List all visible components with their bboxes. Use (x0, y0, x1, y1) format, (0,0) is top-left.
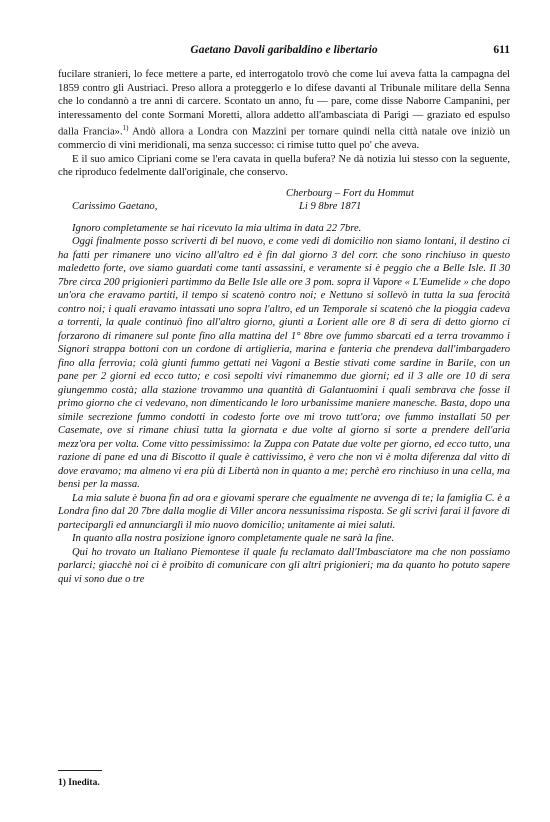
letter-paragraph: Qui ho trovato un Italiano Piemontese il quale fu reclamato dall'Imbasciatore ma che non possiamo parlarci; giacchè noi ci è proibito di comunicare con gli altri prigionieri; ma da quanto ho potuto sapere qui vi sono due o tre (58, 546, 510, 585)
footnote-divider (58, 770, 102, 771)
footnote-text: Inedita. (68, 778, 100, 788)
letter-paragraph: In quanto alla nostra posizione ignoro completamente quale ne sarà la fine. (72, 533, 395, 545)
page-number: 611 (493, 44, 510, 56)
paragraph-1-text: fucilare stranieri, lo fece mettere a parte, ed interrogatolo trovò che come lui aveva fatta la campagna del 1859 contro gli Austriaci. Preso allora a proteggerlo e lo difese davanti al Tribunale militare della Senna che lo condannò a tre anni di carcere. Scontato un anno, fu — pare, come disse Naborre Campanini, per interessamento del conte Sormani Moretti, allora addetto all'ambasciata di Parigi — graziato ed espulso dalla Francia». (58, 69, 510, 138)
body-text (58, 68, 510, 180)
letter-paragraph: Ignoro completamente se hai ricevuto la mia ultima in data 22 7bre. (72, 222, 362, 234)
footnote (58, 778, 100, 788)
paragraph-2: E il suo amico Cipriani come se l'era cavata in quella bufera? Ne dà notizia lui stesso con la seguente, che riproduco fedelmente dall'originale, che conservo. (58, 153, 510, 179)
letter-salutation: Carissimo Gaetano, (72, 201, 158, 213)
footnote-reference: 1) (122, 124, 129, 132)
footnote-marker: 1) (58, 778, 66, 788)
letter-date: Li 9 8bre 1871 (299, 201, 362, 213)
running-title: Gaetano Davoli garibaldino e libertario (190, 44, 378, 56)
letter-dateline (58, 187, 510, 214)
paragraph-1 (58, 68, 510, 153)
page-header (58, 44, 510, 64)
letter-paragraph: Oggi finalmente posso scriverti di bel nuovo, e come vedi di domicilio non siamo lontani, il destino ci ha fatti per rimanere uno vicino all'altro ed è fin dal giorno 3 del corr. che sono rinchiuso in questo maledetto forte, ove siamo guardati come tanti assassini, e veramente si è peggio che a Belle Isle. Il 30 7bre circa 200 prigionieri partimmo da Belle Isle alle ore 3 pom. sopra il Vapore « L'Eumelide » che dopo un'ora che eravamo partiti, il tempo si scatenò contro noi; e Nettuno si sollevò in tutta la sua ferocità contro noi; i quali eravamo intassati uno sopra l'altro, ed un Temporale si scatenò che la pioggia cadeva a torrenti, la quale continuò fino all'altro giorno, giunti a Lorient alle ore 8 di sera di detto giorno ci forzarono di rimanere sul ponte fino alla mattina del 1° 8bre ove fummo sbarcati ed a terra trovammo i Signori strappa bottoni con un cordone di artiglieria, marina e fanteria che prendeva dall'imbargadero fino alla ferrovia; colà giunti fummo gettati nei Vagoni a Bestie stivati come sardine in Barile, con un pane per 2 giorni ed ecco tutto; e così sepolti vivi rimanemmo due giorni; ed il 3 alle ore 10 di sera giungemmo costà; alla stazione trovammo una quantità di Galantuomini i quali sembrava che fosse il primo giorno che ci vedevano, non dimenticando le loro urbanissime maniere manesche. Basta, dopo una simile secrezione fummo condotti in codesto forte ove mi trovo tutt'ora; ove fummo installati 50 per Casemate, ove si rimane chiusi tutta la giornata e due volte al giorno si sorte a prendere dell'aria mezz'ora per volta. Come vitto pessimissimo: la Zuppa con Patate due volte per giorno, ed ecco tutto, una razione di pane ed una di Biscotto il quale è cattivissimo, è vero che non vi è molta diferenza dal vitto di dove eravamo; ma almeno vi era più di Libertà non in quanto a me; perchè ero rinchiuso in una cella, ma bensì per la massa. (58, 236, 510, 491)
letter-body (58, 222, 510, 587)
letter-place: Cherbourg – Fort du Hommut (286, 187, 414, 199)
letter-paragraph: La mia salute è buona fin ad ora e giovami sperare che egualmente ne avvenga di te; la famiglia C. è a Londra fino dal 20 7bre dalla moglie di Viller ancora nessunissima risposta. Se gli scrivi farai il favore di parteciparglì ed annunciarglì il mio nuovo domicilio; unitamente ai miei saluti. (58, 492, 510, 531)
paragraph-1-tail: Andò allora a Londra con Mazzini per tornare quindi nella città natale ove iniziò un commercio di vini meridionali, ma senza successo: ci rimise tutto quel po' che aveva. (58, 126, 510, 152)
